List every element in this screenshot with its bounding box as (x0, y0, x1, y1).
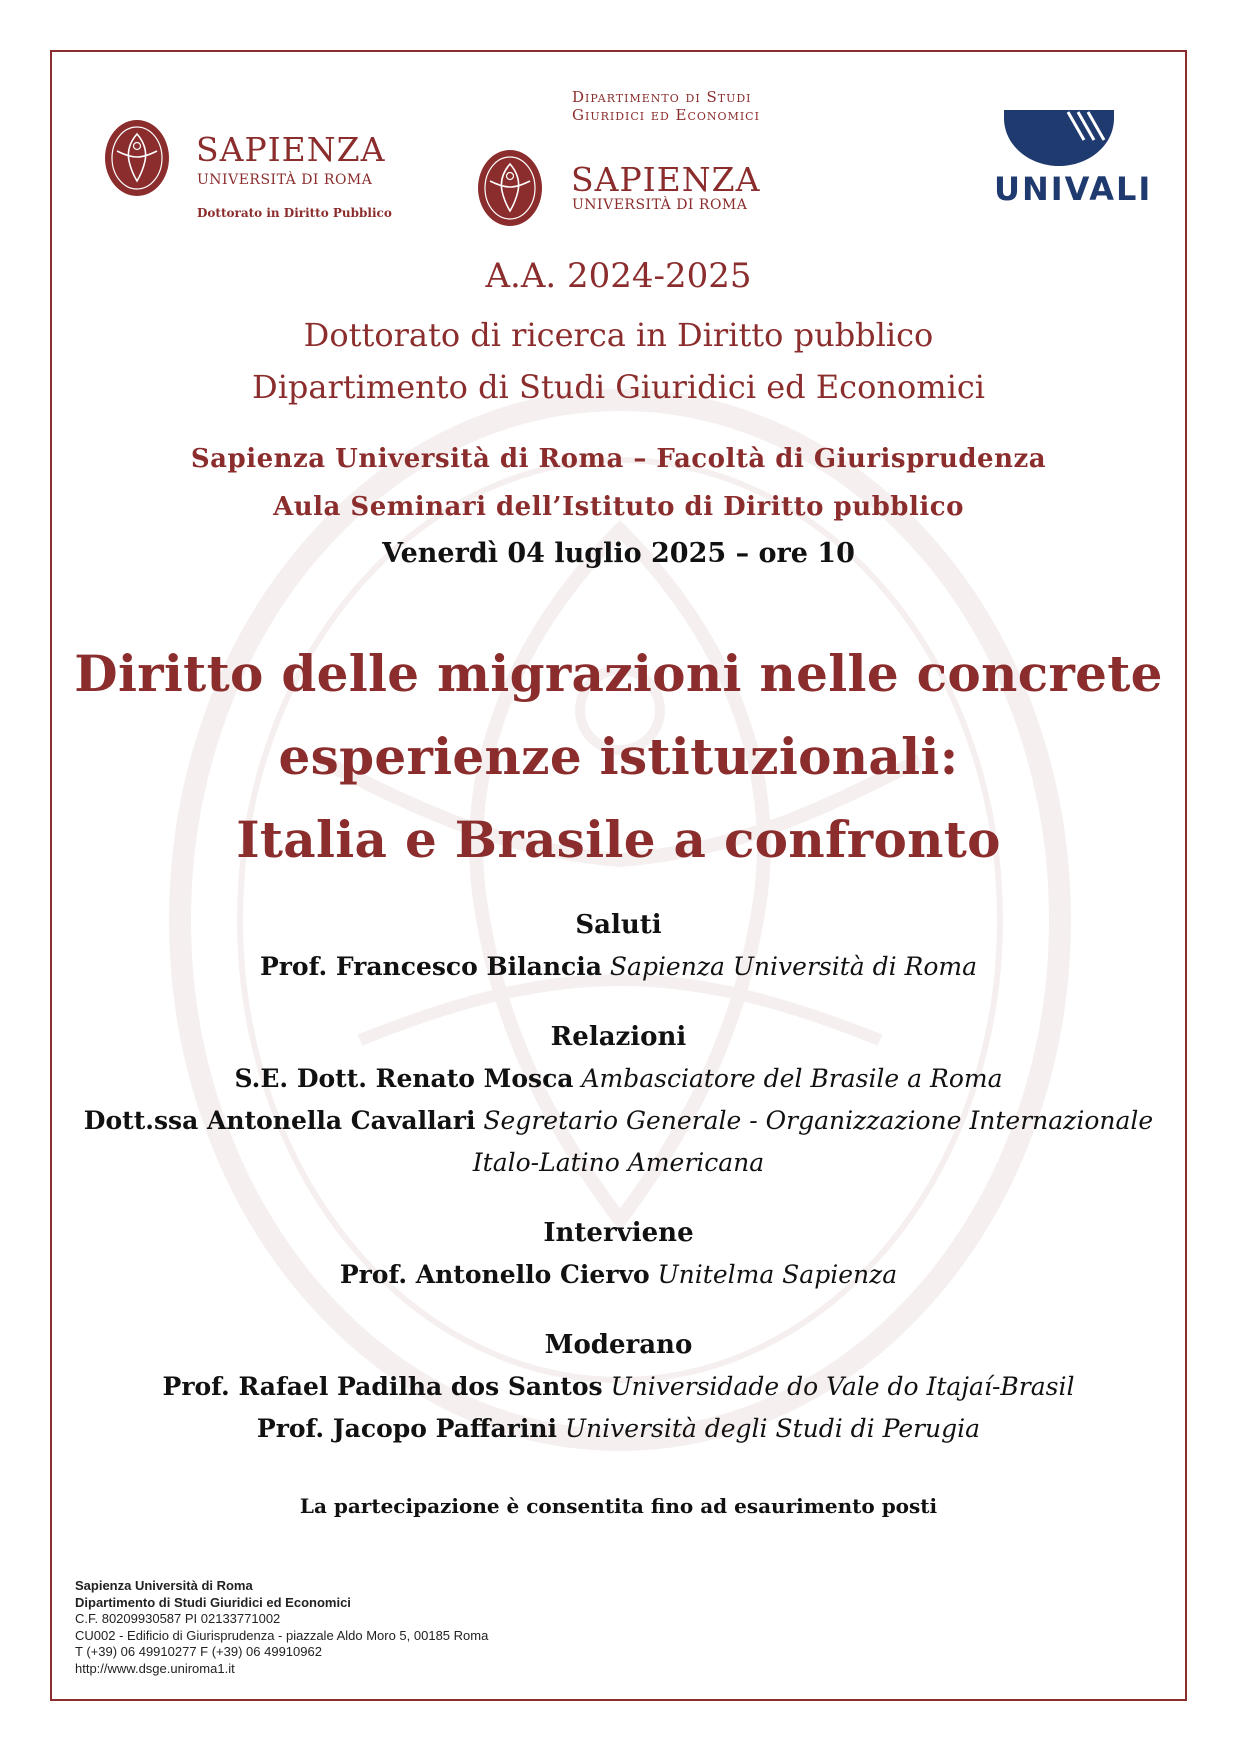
speaker-affiliation-continued (50, 1148, 1187, 1177)
sapienza-seal-left-icon (103, 118, 171, 198)
center-logo-dept-line1: Dipartimento di Studi (572, 88, 752, 106)
speaker-name: Prof. Rafael Padilha dos Santos (162, 1372, 603, 1401)
speaker-name: Prof. Francesco Bilancia (259, 952, 602, 981)
footer-address: CU002 - Edificio di Giurisprudenza - piazzale Aldo Moro 5, 00185 Roma (75, 1627, 489, 1643)
speaker-row (50, 1414, 1187, 1443)
center-logo-dept-line2: Giuridici ed Economici (572, 106, 760, 124)
univali-wordmark: UNIVALI (994, 170, 1153, 208)
location-line2: Aula Seminari dell’Istituto di Diritto pubblico (273, 492, 964, 522)
title-line1: Diritto delle migrazioni nelle concrete (74, 644, 1163, 703)
speaker-affiliation: Università degli Studi di Perugia (564, 1414, 981, 1443)
event-date: Venerdì 04 luglio 2025 – ore 10 (382, 538, 855, 569)
speaker-row (50, 1106, 1187, 1135)
center-logo-wordmark: SAPIENZA (571, 160, 761, 199)
department: Dipartimento di Studi Giuridici ed Economici (252, 368, 985, 406)
speaker-affiliation: Unitelma Sapienza (657, 1260, 898, 1289)
title-line2: esperienze istituzionali: (278, 727, 959, 786)
speaker-name: Prof. Jacopo Paffarini (256, 1414, 557, 1443)
left-logo-label: Dottorato in Diritto Pubblico (197, 206, 392, 220)
speaker-name: S.E. Dott. Renato Mosca (234, 1064, 574, 1093)
title-line3: Italia e Brasile a confronto (236, 810, 1001, 869)
left-logo-subtitle: UNIVERSITÀ DI ROMA (197, 172, 373, 188)
left-logo-wordmark: SAPIENZA (196, 130, 386, 169)
phd-program: Dottorato di ricerca in Diritto pubblico (303, 316, 934, 354)
footer-phone-fax: T (+39) 06 49910277 F (+39) 06 49910962 (75, 1644, 322, 1659)
center-logo-subtitle: UNIVERSITÀ DI ROMA (572, 197, 748, 213)
location-line1: Sapienza Università di Roma – Facoltà di Giurisprudenza (190, 444, 1047, 474)
section-heading-relazioni: Relazioni (550, 1022, 687, 1052)
speaker-row (50, 952, 1187, 981)
speaker-affiliation: Sapienza Università di Roma (609, 952, 978, 981)
footer-address-block (75, 1578, 488, 1677)
footer-department: Dipartimento di Studi Giuridici ed Economici (75, 1594, 351, 1610)
speaker-affiliation: Segretario Generale - Organizzazione Internazionale (483, 1106, 1154, 1135)
speaker-row (50, 1064, 1187, 1093)
participation-note: La partecipazione è consentita fino ad esaurimento posti (299, 1494, 938, 1518)
speaker-row (50, 1260, 1187, 1289)
speaker-name: Dott.ssa Antonella Cavallari (83, 1106, 476, 1135)
footer-university: Sapienza Università di Roma (75, 1578, 253, 1593)
speaker-affiliation: Universidade do Vale do Itajaí-Brasil (610, 1372, 1075, 1401)
sapienza-seal-center-icon (476, 148, 544, 228)
speaker-name: Prof. Antonello Ciervo (339, 1260, 650, 1289)
speaker-affiliation: Italo-Latino Americana (472, 1148, 765, 1177)
academic-year: A.A. 2024-2025 (485, 256, 752, 296)
section-heading-interviene: Interviene (543, 1218, 694, 1248)
footer-tax-codes: C.F. 80209930587 PI 02133771002 (75, 1611, 281, 1626)
univali-emblem-icon (1004, 110, 1114, 166)
footer-website-link[interactable]: http://www.dsge.uniroma1.it (75, 1660, 235, 1676)
speaker-row (50, 1372, 1187, 1401)
section-heading-moderano: Moderano (544, 1330, 693, 1360)
speaker-affiliation: Ambasciatore del Brasile a Roma (581, 1064, 1003, 1093)
section-heading-saluti: Saluti (575, 910, 662, 940)
